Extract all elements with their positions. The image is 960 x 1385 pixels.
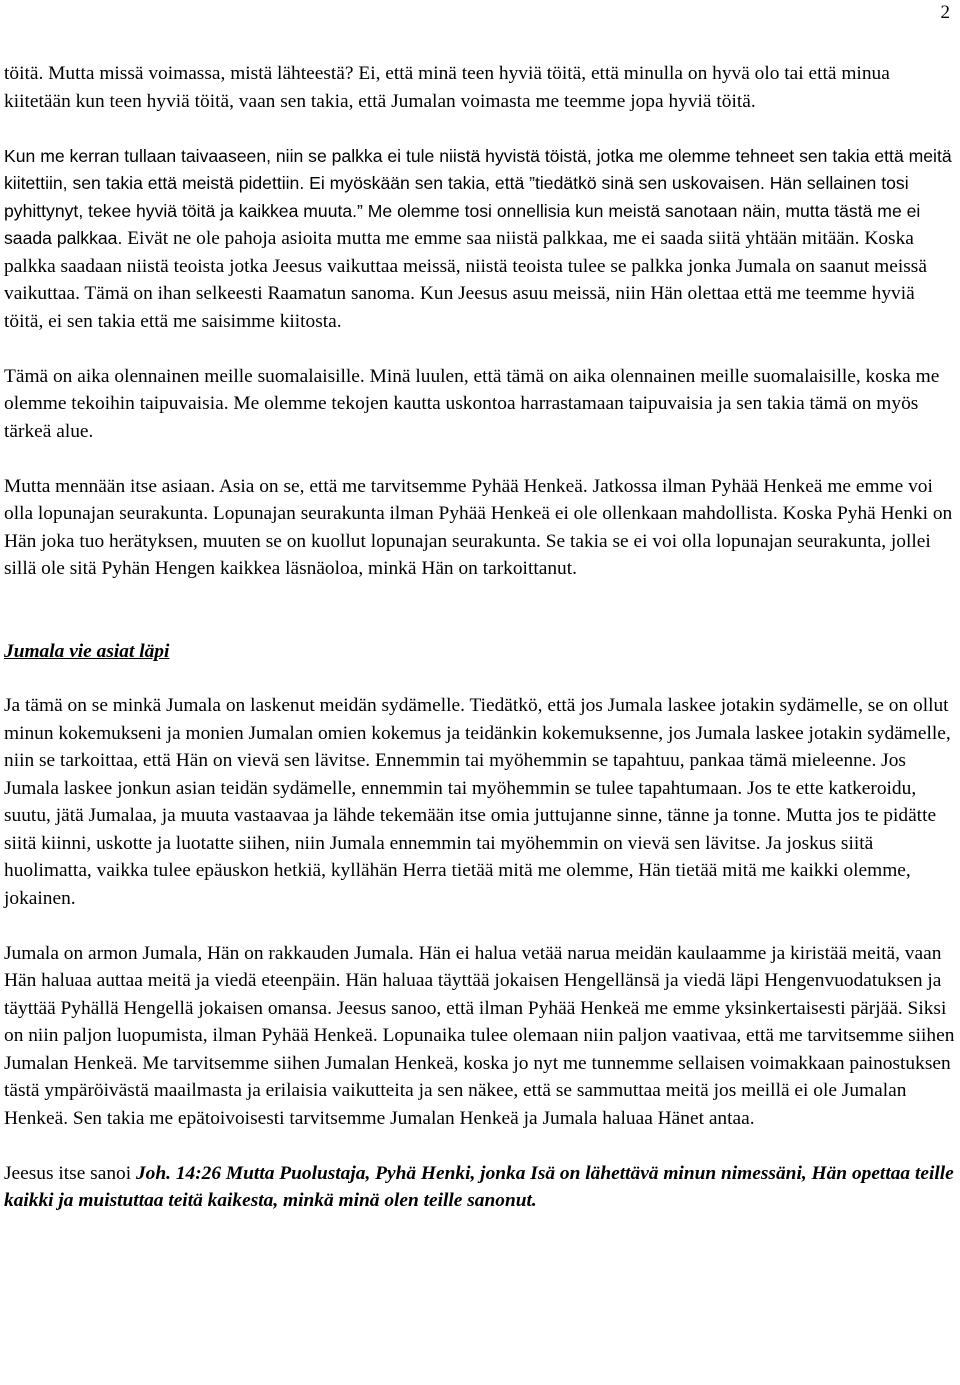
paragraph-2 [4, 143, 956, 336]
paragraph-2-serif-text: Eivät ne ole pahoja asioita mutta me emme saa niistä palkkaa, me ei saada siitä yhtään mitään. Koska palkka saadaan niistä teoista jotka Jeesus vaikuttaa meissä, niistä teoista tulee se palkka jonka Jumala on saanut meissä vaikuttaa. Tämä on ihan selkeesti Raamatun sanoma. Kun Jeesus asuu meissä, niin Hän olettaa että me teemme hyviä töitä, ei sen takia että me saisimme kiitosta. [4, 228, 927, 332]
paragraph-5: Ja tämä on se minkä Jumala on laskenut meidän sydämelle. Tiedätkö, että jos Jumala laskee jotakin sydämelle, se on ollut minun kokemukseni ja monien Jumalan omien kokemus ja teidänkin kokemuksenne, jos Jumala laskee jotakin sydämelle, niin se tarkoittaa, että Hän on vievä sen lävitse. Ennemmin tai myöhemmin se tapahtuu, pankaa tämä mieleenne. Jos Jumala laskee jonkun asian teidän sydämelle, ennemmin tai myöhemmin se tulee tapahtumaan. Jos te ette katkeroidu, suutu, jätä Jumalaa, ja muuta vastaavaa ja lähde tekemään itse omia juttujanne sinne, tänne ja tonne. Mutta jos te pidätte siitä kiinni, uskotte ja luotatte siihen, niin Jumala ennemmin tai myöhemmin on vievä sen lävitse. Ja joskus siitä huolimatta, vaikka tulee epäuskon hetkiä, kyllähän Herra tietää mitä me olemme, Hän tietää mitä me kaikki olemme, jokainen. [4, 695, 951, 909]
document-body [4, 60, 956, 1242]
paragraph-6: Jumala on armon Jumala, Hän on rakkauden Jumala. Hän ei halua vetää narua meidän kaulaamme ja kiristää meitä, vaan Hän haluaa auttaa meitä ja viedä eteenpäin. Hän haluaa täyttää jokaisen Hengellänsä ja viedä läpi Hengenvuodatuksen ja täyttää Pyhällä Hengellä jokaisen omansa. Jeesus sanoo, että ilman Pyhää Henkeä me emme yksinkertaisesti pärjää. Siksi on niin paljon luopumista, ilman Pyhää Henkeä. Lopunaika tulee olemaan niin paljon vaativaa, että me tarvitsemme siihen Jumalan Henkeä. Me tarvitsemme siihen Jumalan Henkeä, koska jo nyt me tunnemme sellaisen voimakkaan painostuksen tästä ympäröivästä maailmasta ja erilaisia vaikutteita ja sen näkee, että se sammuttaa meitä jos meillä ei ole Jumalan Henkeä. Sen takia me epätoivoisesti tarvitsemme Jumalan Henkeä ja Jumala haluaa Hänet antaa. [4, 942, 955, 1129]
paragraph-2-sans-text: Kun me kerran tullaan taivaaseen, niin se palkka ei tule niistä hyvistä töistä, jotka me olemme tehneet sen takia että meitä kiitettiin, sen takia että meistä pidettiin. Ei myöskään sen takia, että ”tiedätkö sinä sen uskovaisen. Hän sellainen tosi pyhittynyt, tekee hyviä töitä ja kaikkea muuta.” Me olemme tosi onnellisia kun meistä sanotaan näin, mutta tästä me ei saada palkkaa. [4, 145, 952, 248]
bible-quote: Joh. 14:26 Mutta Puolustaja, Pyhä Henki, jonka Isä on lähettävä minun nimessäni, Hän opettaa teille kaikki ja muistuttaa teitä kaikesta, minkä minä olen teille sanonut. [4, 1162, 954, 1211]
paragraph-3: Tämä on aika olennainen meille suomalaisille. Minä luulen, että tämä on aika olennainen meille suomalaisille, koska me olemme tekoihin taipuvaisia. Me olemme tekojen kautta uskontoa harrastamaan taipuvaisia ja sen takia tämä on myös tärkeä alue. [4, 365, 940, 442]
section-heading: Jumala vie asiat läpi [4, 640, 170, 662]
paragraph-4: Mutta mennään itse asiaan. Asia on se, että me tarvitsemme Pyhää Henkeä. Jatkossa ilman Pyhää Henkeä me emme voi olla lopunajan seurakunta. Lopunajan seurakunta ilman Pyhää Henkeä ei ole ollenkaan mahdollista. Koska Pyhä Henki on Hän joka tuo herätyksen, muuten se on kuollut lopunajan seurakunta. Se takia se ei voi olla lopunajan seurakunta, jollei sillä ole sitä Pyhän Hengen kaikkea läsnäoloa, minkä Hän on tarkoittanut. [4, 475, 953, 579]
paragraph-1: töitä. Mutta missä voimassa, mistä lähteestä? Ei, että minä teen hyviä töitä, että minulla on hyvä olo tai että minua kiitetään kun teen hyviä töitä, vaan sen takia, että Jumalan voimasta me teemme jopa hyviä töitä. [4, 63, 890, 112]
paragraph-7 [4, 1160, 956, 1215]
page-number: 2 [940, 2, 950, 23]
paragraph-7-intro: Jeesus itse sanoi [4, 1162, 136, 1184]
